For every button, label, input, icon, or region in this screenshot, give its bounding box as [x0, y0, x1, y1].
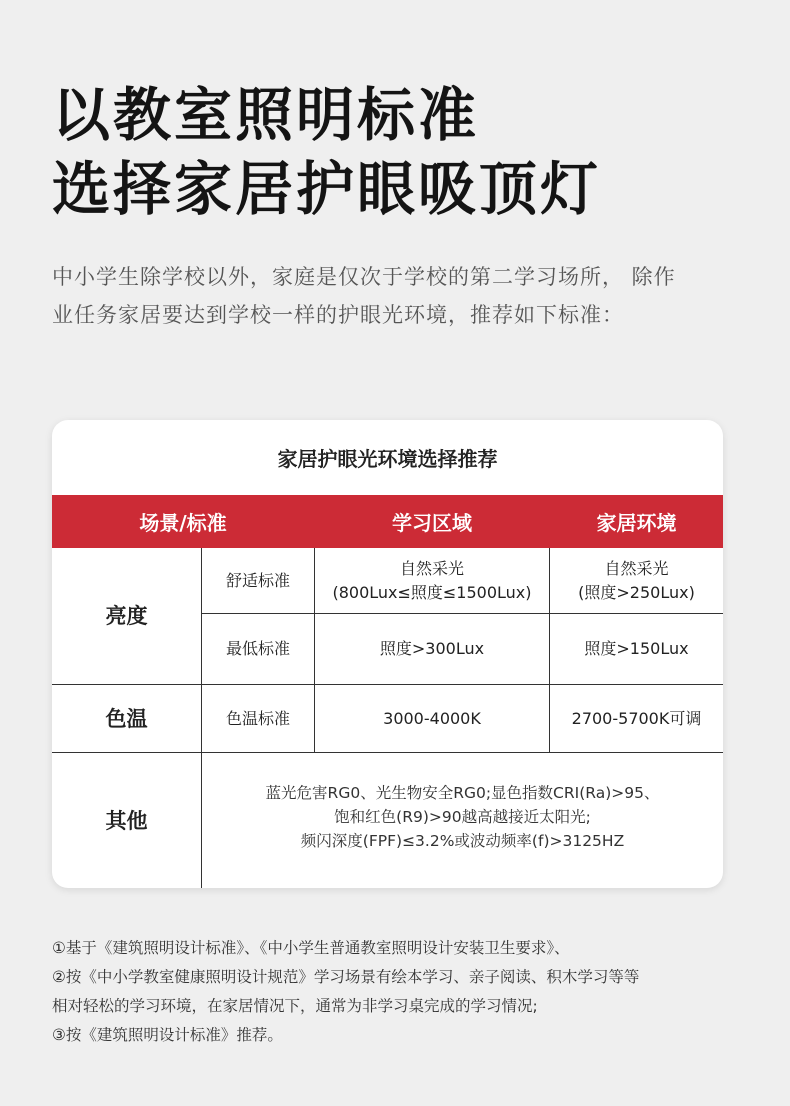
- row-label-other: 其他: [105, 808, 148, 833]
- intro-line-1: 中小学生除学校以外，家庭是仅次于学校的第二学习场所， 除作: [52, 265, 676, 289]
- comfort-home-line-1: 自然采光: [604, 558, 669, 578]
- footnotes: [52, 934, 742, 1050]
- footnote-line-2: ②按《中小学教室健康照明设计规范》学习场景有绘本学习、亲子阅读、积木学习等等: [52, 968, 640, 986]
- footnote-line-4: ③按《建筑照明设计标准》推荐。: [52, 1026, 283, 1044]
- sub-label-comfort: 舒适标准: [225, 570, 290, 590]
- row-label-color-temp: 色温: [105, 706, 148, 731]
- color-temp-study-value: 3000-4000K: [383, 708, 481, 728]
- intro-paragraph: [52, 258, 742, 334]
- header-scene-standard: 场景/标准: [139, 511, 227, 535]
- footnote-line-1: ①基于《建筑照明设计标准》、《中小学生普通教室照明设计安装卫生要求》、: [52, 939, 570, 957]
- headline-line-1: 以教室照明标准: [52, 81, 480, 149]
- comfort-study-line-1: 自然采光: [399, 558, 464, 578]
- header-home-environment: 家居环境: [596, 511, 677, 535]
- other-line-2: 饱和红色(R9)>90越高越接近太阳光;: [334, 808, 591, 826]
- row-label-brightness: 亮度: [105, 604, 148, 628]
- sub-label-minimum: 最低标准: [225, 639, 290, 658]
- sub-label-color-temp: 色温标准: [225, 708, 290, 728]
- headline-line-2: 选择家居护眼吸顶灯: [52, 155, 602, 223]
- footnote-line-3: 相对轻松的学习环境，在家居情况下，通常为非学习桌完成的学习情况;: [52, 997, 538, 1015]
- table-header-row: [52, 495, 723, 548]
- comfort-home-value: [550, 548, 723, 613]
- comfort-study-line-2: (800Lux≤照度≤1500Lux): [332, 582, 532, 602]
- table-title: 家居护眼光环境选择推荐: [277, 447, 498, 471]
- other-value: [202, 753, 723, 881]
- header-study-area: 学习区域: [392, 511, 472, 535]
- comfort-study-value: [315, 548, 549, 613]
- minimum-study-value: 照度>300Lux: [379, 639, 485, 658]
- minimum-home-value: 照度>150Lux: [584, 639, 689, 658]
- intro-line-2: 业任务家居要达到学校一样的护眼光环境，推荐如下标准：: [52, 303, 624, 327]
- comfort-home-line-2: (照度>250Lux): [578, 582, 695, 602]
- recommendation-table-card: [52, 420, 723, 888]
- page-headline: [52, 78, 601, 226]
- other-line-1: 蓝光危害RG0、光生物安全RG0;显色指数CRI(Ra)>95、: [265, 784, 660, 802]
- other-line-3: 频闪深度(FPF)≤3.2%或波动频率(f)>3125HZ: [300, 832, 625, 850]
- color-temp-home-value: 2700-5700K可调: [571, 708, 702, 728]
